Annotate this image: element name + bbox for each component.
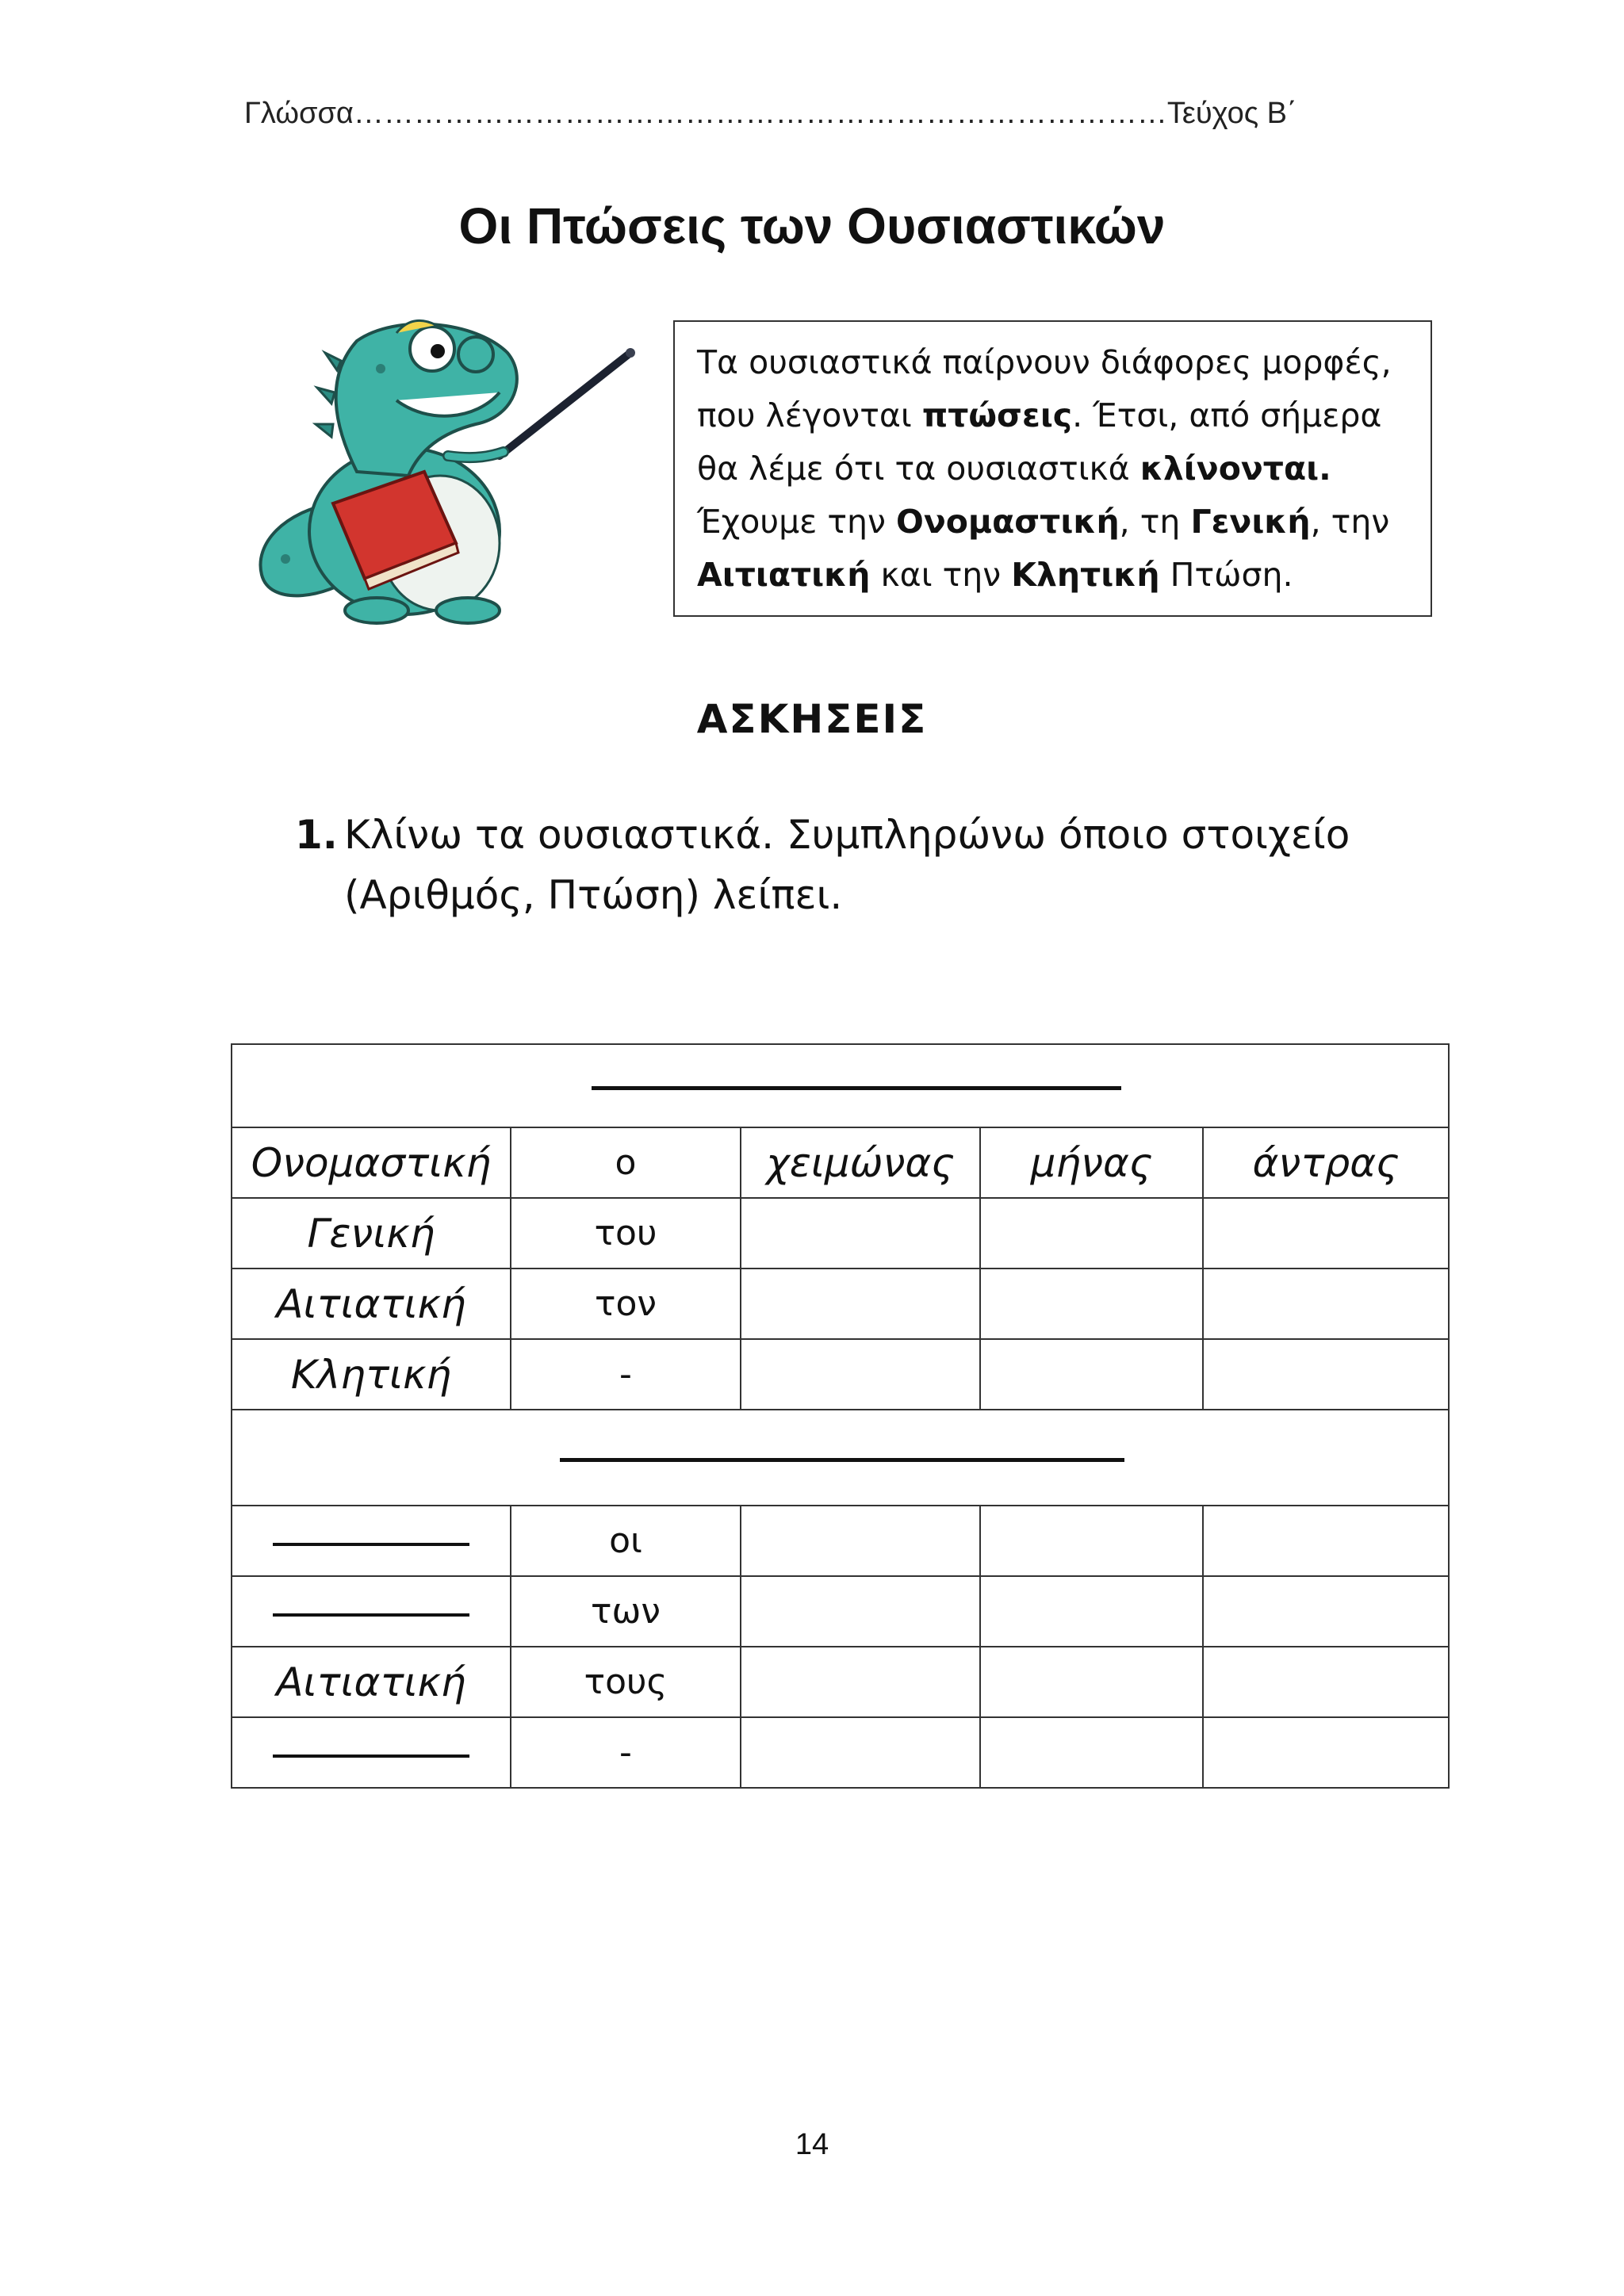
pointer-stick [500, 348, 635, 456]
case-name: Γενική [232, 1198, 511, 1269]
noun-cell[interactable] [980, 1339, 1203, 1410]
info-text: Πτώση. [1159, 556, 1293, 594]
table-row [232, 1506, 1449, 1576]
article: - [511, 1339, 741, 1410]
info-text: Έχουμε την [697, 503, 896, 541]
table-row [232, 1647, 1449, 1717]
table-row [232, 1269, 1449, 1339]
noun-cell[interactable]: μήνας [980, 1127, 1203, 1198]
case-blank-cell[interactable] [232, 1717, 511, 1788]
case-name: Αιτιατική [232, 1269, 511, 1339]
exercise-1-instructions [295, 805, 1405, 925]
noun-cell[interactable] [1203, 1269, 1449, 1339]
noun-cell[interactable] [980, 1506, 1203, 1576]
exercises-heading: ΑΣΚΗΣΕΙΣ [696, 696, 928, 742]
noun-cell[interactable] [980, 1198, 1203, 1269]
plural-number-cell[interactable] [232, 1410, 1449, 1506]
case-blank-cell[interactable] [232, 1576, 511, 1647]
noun-cell[interactable] [1203, 1576, 1449, 1647]
info-text: Τα ουσιαστικά παίρνουν διάφορες μορφές, που λέγονται [697, 343, 1392, 434]
case-blank-cell[interactable] [232, 1506, 511, 1576]
number-blank-line [560, 1453, 1124, 1462]
case-blank-line [273, 1538, 469, 1546]
noun-cell[interactable] [741, 1339, 980, 1410]
noun-cell[interactable] [980, 1717, 1203, 1788]
article: ο [511, 1127, 741, 1198]
case-blank-line [273, 1609, 469, 1617]
singular-number-row [232, 1044, 1449, 1127]
noun-cell[interactable] [1203, 1717, 1449, 1788]
number-blank-line [592, 1081, 1121, 1090]
info-text: και την [870, 556, 1012, 594]
noun-cell[interactable] [741, 1198, 980, 1269]
noun-cell[interactable] [741, 1647, 980, 1717]
info-box [673, 320, 1432, 617]
info-bold-term: Κλητική [1011, 556, 1160, 594]
noun-cell[interactable] [741, 1717, 980, 1788]
noun-cell[interactable]: χειμώνας [741, 1127, 980, 1198]
info-bold-term: Ονομαστική [895, 503, 1120, 541]
noun-cell[interactable] [741, 1576, 980, 1647]
noun-cell[interactable] [980, 1269, 1203, 1339]
article: τον [511, 1269, 741, 1339]
article: των [511, 1576, 741, 1647]
article: οι [511, 1506, 741, 1576]
table-row [232, 1127, 1449, 1198]
article: τους [511, 1647, 741, 1717]
info-bold-term: Γενική [1190, 503, 1311, 541]
case-name: Ονομαστική [232, 1127, 511, 1198]
case-blank-line [273, 1750, 469, 1758]
case-name: Κλητική [232, 1339, 511, 1410]
info-text: . Έτσι, από σήμερα θα λέμε ότι τα ουσιαστικά [697, 396, 1382, 488]
noun-cell[interactable] [1203, 1647, 1449, 1717]
exercise-text-line2: (Αριθμός, Πτώση) λείπει. [344, 872, 843, 918]
noun-cell[interactable] [980, 1647, 1203, 1717]
article: του [511, 1198, 741, 1269]
declension-table [231, 1043, 1450, 1789]
exercise-number: 1. [295, 812, 338, 858]
dinosaur-teacher-illustration [238, 305, 642, 630]
noun-cell[interactable] [741, 1506, 980, 1576]
info-bold-term: Αιτιατική [697, 556, 871, 594]
noun-cell[interactable] [1203, 1339, 1449, 1410]
noun-cell[interactable] [1203, 1506, 1449, 1576]
noun-cell[interactable]: άντρας [1203, 1127, 1449, 1198]
exercise-text-line1: Κλίνω τα ουσιαστικά. Συμπληρώνω όποιο στοιχείο [344, 812, 1350, 858]
info-bold-term: πτώσεις [921, 396, 1073, 434]
page-header: Γλώσσα………………………………………………………………………Τεύχος Β΄ [244, 97, 1297, 130]
plural-number-row [232, 1410, 1449, 1506]
table-row [232, 1717, 1449, 1788]
table-row [232, 1198, 1449, 1269]
singular-number-cell[interactable] [232, 1044, 1449, 1127]
noun-cell[interactable] [741, 1269, 980, 1339]
table-row [232, 1576, 1449, 1647]
article: - [511, 1717, 741, 1788]
case-name: Αιτιατική [232, 1647, 511, 1717]
info-text: , τη [1119, 503, 1191, 541]
info-bold-term: κλίνονται. [1139, 450, 1331, 488]
noun-cell[interactable] [1203, 1198, 1449, 1269]
table-row [232, 1339, 1449, 1410]
noun-cell[interactable] [980, 1576, 1203, 1647]
info-text: , την [1310, 503, 1390, 541]
page-title: Οι Πτώσεις των Ουσιαστικών [458, 197, 1166, 254]
page-number: 14 [795, 2128, 829, 2161]
